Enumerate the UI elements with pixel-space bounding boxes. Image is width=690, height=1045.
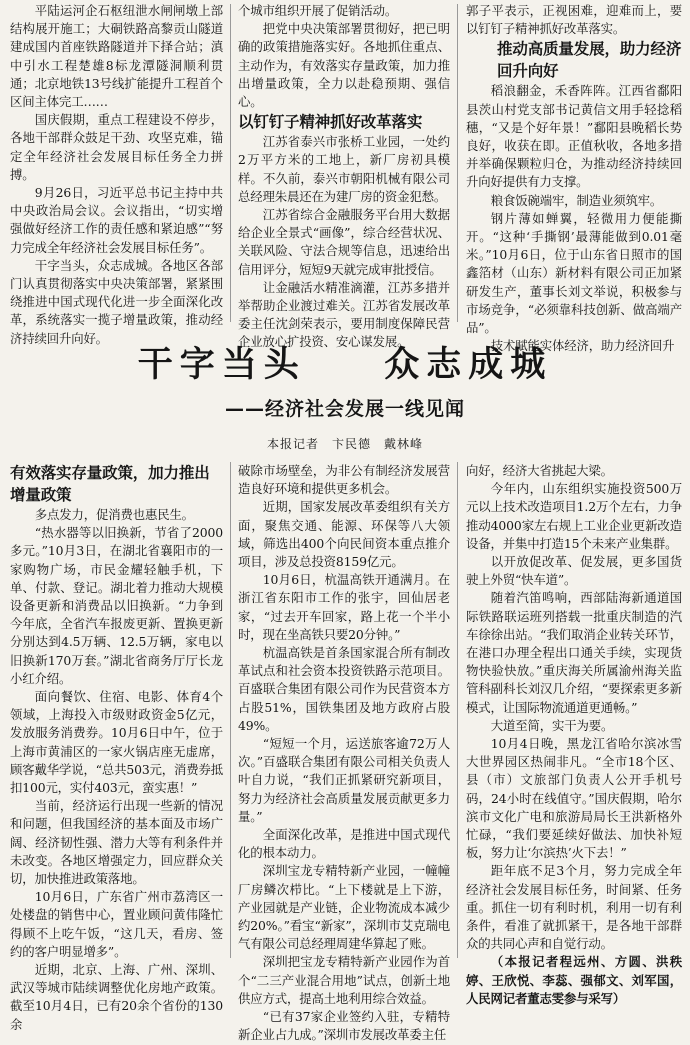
headline-subtitle: ——经济社会发展一线见闻 xyxy=(224,398,465,420)
paragraph: 干字当头，众志成城。各地区各部门认真贯彻落实中央决策部署，紧紧围绕推进中国式现代化进一步全面深化改革，系统落实一揽子增量政策，推动经济持续回升向好。 xyxy=(10,257,223,346)
byline: 本报记者 卞民德 戴林峰 xyxy=(266,437,423,451)
column-divider xyxy=(457,462,458,958)
paragraph: “已有37家企业签约入驻，专精特新企业占九成。”深圳市发展改革委主任 xyxy=(238,1009,450,1043)
bottom-column-1 xyxy=(10,460,223,1032)
paragraph: 粮食饭碗端牢，制造业须筑牢。 xyxy=(490,192,663,208)
headline-part-1: 干字当头 xyxy=(137,345,306,385)
paragraph: 距年底不足3个月，努力完成全年经济社会发展目标任务，时间紧、任务重。抓住一切有利时机，利用一切有利条件，看准了就抓紧干，是各地干部群众的共同心声和自觉行动。 xyxy=(466,863,682,952)
bottom-column-3 xyxy=(466,462,682,1006)
paragraph: 让金融活水精准滴灌，江苏多措并举帮助企业渡过难关。江苏省发展改革委主任沈剑荣表示，要用制度保障民营企业放心扩投资、安心谋发展。 xyxy=(238,279,450,350)
bottom-column-2 xyxy=(238,462,450,1043)
paragraph: 10月6日，杭温高铁开通满月。在浙江省东阳市工作的张宇，回仙居老家，“过去开车回家，路上花一个半小时，现在坐高铁只要20分钟。” xyxy=(238,572,450,642)
paragraph: 近期，北京、上海、广州、深圳、武汉等城市陆续调整优化房地产政策。截至10月4日，已有20余个省份的130余 xyxy=(10,962,223,1032)
paragraph: 当前，经济运行出现一些新的情况和问题，但我国经济的基本面及市场广阔、经济韧性强、潜力大等有利条件并未改变。各地区增强定力，回应群众关切，加快推进政策落地。 xyxy=(10,798,223,887)
column-divider xyxy=(230,462,231,958)
paragraph: 大道至简，实干为要。 xyxy=(490,717,614,733)
paragraph: 深圳宝龙专精特新产业园，一幢幢厂房鳞次栉比。“上下楼就是上下游，产业园就是产业链，企业物流成本减少约20%。”看宝“新家”，深圳市艾克瑞电气有限公司总经理周建华算起了账。 xyxy=(238,863,450,952)
reporter-credit: （本报记者程远州、方圆、洪秩婷、王欣悦、李蕊、强郁文、刘军国，人民网记者董志雯参与采写） xyxy=(466,954,682,1006)
column-divider xyxy=(457,4,458,322)
paragraph: 多点发力，促消费也惠民生。 xyxy=(34,507,194,522)
section-heading: 推动高质量发展，助力经济回升向好 xyxy=(497,40,682,81)
paragraph: 今年内，山东组织实施投资500万元以上技术改造项目1.2万个左右，力争推动4000家左右规上工业企业更新改造设备，并集中打造15个未来产业集群。 xyxy=(466,481,682,551)
paragraph: 10月6日，广东省广州市荔湾区一处楼盘的销售中心，置业顾问黄伟隆忙得顾不上吃午饭，“这几天，看房、签约的客户明显增多”。 xyxy=(10,889,223,959)
paragraph: 近期，国家发展改革委组织有关方面，聚焦交通、能源、环保等八大领域，筛选出400个向民间资本重点推介项目，涉及总投资8159亿元。 xyxy=(238,499,450,570)
paragraph: “短短一个月，运送旅客逾72万人次。”百盛联合集团有限公司相关负责人叶自力说，“我们正抓紧研究新项目，努力为经济社会高质量发展贡献更多力量。” xyxy=(238,736,450,824)
top-column-3 xyxy=(466,2,682,354)
paragraph: 国庆假期，重点工程建设不停步，各地干部群众鼓足干劲、攻坚克难，锚定全年经济社会发展目标任务全力拼搏。 xyxy=(10,112,223,182)
paragraph: 9月26日，习近平总书记主持中共中央政治局会议。会议指出，“切实增强做好经济工作的责任感和紧迫感”“努力完成全年经济社会发展目标任务”。 xyxy=(10,185,223,255)
headline-part-2: 众志成城 xyxy=(384,345,553,385)
section-heading: 以钉钉子精神抓好改革落实 xyxy=(238,113,423,132)
paragraph: 稻浪翻金，禾香阵阵。江西省鄱阳县茨山村党支部书记黄信文用手轻捻稻穗，“又是个好年景！”鄱阳县晚稻长势良好，收获在即。正值秋收，各地多措并举确保颗粒归仓，为推动经济持续回升向好提供有力支撑。 xyxy=(466,83,682,190)
paragraph: 把党中央决策部署贯彻好，把已明确的政策措施落实好。各地抓住重点、主动作为，有效落实存量政策，加力推出增量政策，全力以赴稳预期、强信心。 xyxy=(238,21,450,110)
paragraph: 杭温高铁是首条国家混合所有制改革试点和社会资本投资铁路示范项目。百盛联合集团有限公司作为民营资本方占股51%，国铁集团及地方政府占股49%。 xyxy=(238,645,450,733)
paragraph: 以开放促改革、促发展，更多国货驶上外贸“快车道”。 xyxy=(466,554,682,588)
paragraph: 技术赋能实体经济，助力经济回升 xyxy=(490,338,675,354)
paragraph: 随着汽笛鸣响，西部陆海新通道国际铁路联运班列搭载一批重庆制造的汽车徐徐出站。“我们取消企业转关环节，在港口办理全程出口通关手续，实现货物快验快放。”重庆海关所属渝州海关监管科副科长刘汉几介绍，“要探索更多新模式，让国际物流通道更通畅。” xyxy=(466,590,682,715)
paragraph: 破除市场壁垒，为非公有制经济发展营造良好环境和提供更多机会。 xyxy=(238,463,450,497)
section-heading: 有效落实存量政策，加力推出增量政策 xyxy=(10,464,210,504)
column-divider xyxy=(230,4,231,322)
paragraph: 钢片薄如蝉翼，轻微用力便能撕开。“这种‘手撕钢’最薄能做到0.01毫米。”10月6日，位于山东省日照市的国鑫箔材（山东）新材料有限公司正加紧研发生产，董事长刘文举说，积极参与市场竞争，“必须靠科技创新、做高端产品”。 xyxy=(466,210,682,336)
top-column-2 xyxy=(238,2,450,350)
paragraph: “热水器等以旧换新，节省了2000多元。”10月3日，在湖北省襄阳市的一家购物广场，市民金耀轻触手机，下单、付款、登记。湖北着力推动大规模设备更新和消费品以旧换新。“力争到今年底，全省汽车报废更新、置换更新分别达到4.5万辆、12.5万辆，家电以旧换新170万套。”湖北省商务厅厅长龙小红介绍。 xyxy=(10,525,223,686)
paragraph: 平陆运河企石枢纽泄水闸闸墩上部结构展开施工；大硐铁路高黎贡山隧道建成国内首座铁路隧道并下择合站；滇中引水工程楚雄8标龙潭隧洞顺利贯通；北京地铁13号线扩能提升工程首个区间主体完工…… xyxy=(10,3,223,110)
paragraph: 10月4日晚，黑龙江省哈尔滨冰雪大世界园区热闹非凡。“全市18个区、县（市）文旅部门负责人公开手机号码，24小时在线值守。”国庆假期，哈尔滨市文化广电和旅游局局长王洪新格外忙碌，“我们要延续好做法、加快补短板，努力让‘尔滨热’火下去！” xyxy=(466,736,682,861)
paragraph: 全面深化改革，是推进中国式现代化的根本动力。 xyxy=(238,827,450,861)
paragraph: 个城市组织开展了促销活动。 xyxy=(238,3,398,18)
paragraph: 向好，经济大省挑起大梁。 xyxy=(466,463,613,478)
top-column-1 xyxy=(10,2,223,346)
main-headline xyxy=(0,343,690,387)
paragraph: 郭子平表示，正视困难，迎难而上，要以钉钉子精神抓好改革落实。 xyxy=(466,3,682,37)
paragraph: 江苏省综合金融服务平台用大数据给企业全景式“画像”，综合经营状况、关联风险、守法合规等信息，迅速给出信用评分，短短9天就完成审批授信。 xyxy=(238,207,450,277)
paragraph: 面向餐饮、住宿、电影、体育4个领域，上海投入市级财政资金5亿元，发放服务消费券。10月6日中午，位于上海市黄浦区的一家火锅店座无虚席，顾客戴华学说，“总共503元，消费券抵扣100元，实付403元，蛮实惠！” xyxy=(10,689,223,796)
paragraph: 江苏省泰兴市张桥工业园，一处约2万平方米的工地上，新厂房初具模样。不久前，泰兴市朝阳机械有限公司总经理朱晨还在为建厂房的资金犯愁。 xyxy=(238,134,450,204)
paragraph: 深圳把宝龙专精特新产业园作为首个“二三产业混合用地”试点，创新土地供应方式，提高土地利用综合效益。 xyxy=(238,954,450,1006)
